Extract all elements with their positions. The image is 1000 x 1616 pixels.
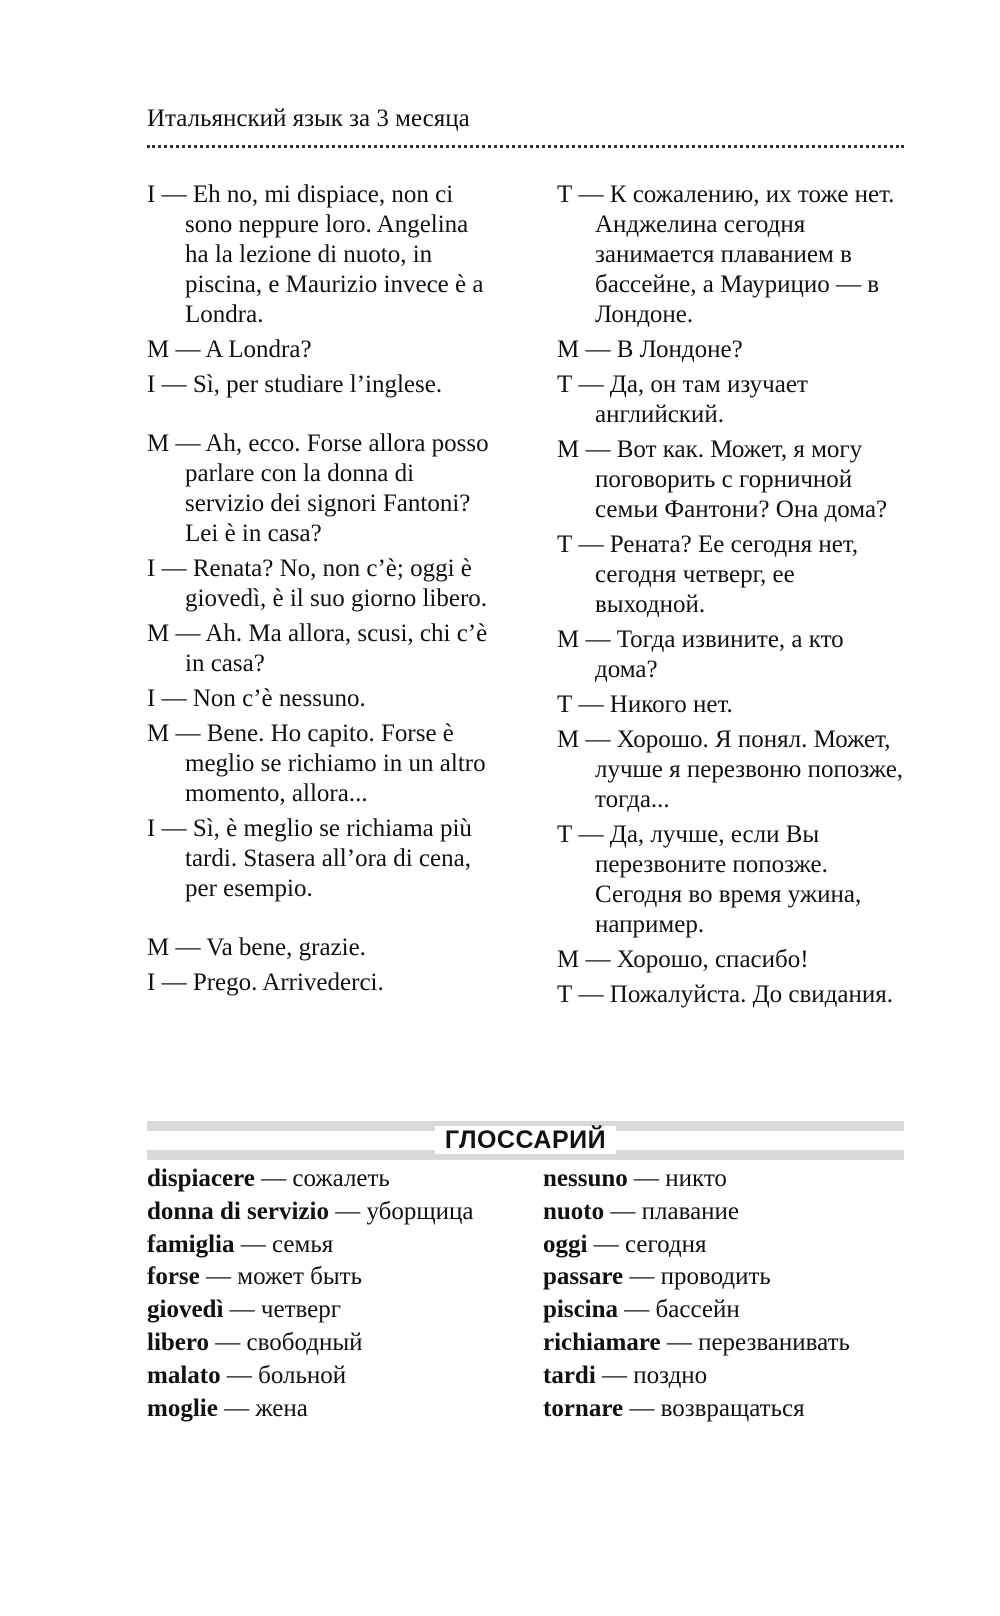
dialogue-text: В Лондоне?: [616, 336, 743, 363]
dialogue-line: M — Bene. Ho capito. Forse è meglio se richiamo in un altro momento, allora...: [147, 720, 486, 807]
dialogue-text: Пожалуйста. До свидания.: [609, 981, 893, 1008]
glossary-translation: бассейн: [655, 1296, 740, 1324]
dialogue-text: Prego. Arrivederci.: [192, 969, 384, 996]
dialogue-line: I — Eh no, mi dispiace, non ci sono neppure loro. Angelina ha la lezione di nuoto, in piscina, e Maurizio invece è a Londra.: [147, 181, 484, 328]
glossary-entry: tornare — возвращаться: [543, 1394, 805, 1422]
glossary-translation: может быть: [237, 1263, 363, 1291]
dialogue-line: M — Ah, ecco. Forse allora posso parlare con la donna di servizio dei signori Fantoni? Lei è in casa?: [147, 430, 489, 547]
dialogue-line: Т — Никого нет.: [557, 691, 733, 718]
glossary-translation: плавание: [641, 1197, 740, 1225]
dialogue-text: Sì, per studiare l’inglese.: [192, 371, 443, 398]
glossary-entry: forse — может быть: [147, 1263, 363, 1291]
speaker: М: [557, 626, 580, 653]
speaker: M: [147, 620, 170, 647]
dialogue-text: Bene. Ho capito. Forse è meglio se richiamo in un altro momento, allora...: [185, 720, 486, 807]
glossary-term: giovedì: [147, 1296, 224, 1324]
dialogue-text: Тогда извините, а кто дома?: [595, 626, 844, 683]
glossary-translation: перезванивать: [698, 1328, 850, 1356]
glossary-term: nessuno: [543, 1165, 628, 1192]
dialogue-line: М — Вот как. Может, я могу поговорить с горничной семьи Фантони? Она дома?: [557, 436, 888, 523]
dialogue-text: A Londra?: [205, 336, 312, 363]
speaker: Т: [557, 981, 573, 1008]
speaker: Т: [557, 821, 573, 848]
dialogue-text: Вот как. Может, я могу поговорить с горничной семьи Фантони? Она дома?: [595, 436, 888, 523]
speaker: Т: [557, 181, 573, 208]
dialogue-text: Да, он там изучает английский.: [595, 371, 808, 428]
speaker: Т: [557, 691, 573, 718]
dialogue-line: I — Prego. Arrivederci.: [147, 969, 384, 996]
glossary-translation: свободный: [246, 1328, 363, 1356]
glossary-title-text: ГЛОССАРИЙ: [435, 1126, 616, 1154]
dialogue-text: Ah, ecco. Forse allora posso parlare con la donna di servizio dei signori Fantoni? Lei è in casa?: [185, 430, 489, 547]
dialogue-text: Non c’è nessuno.: [192, 685, 366, 712]
speaker: M: [147, 720, 170, 747]
page-header: Итальянский язык за 3 месяца: [147, 105, 470, 132]
glossary-term: richiamare: [543, 1328, 661, 1356]
glossary-term: passare: [543, 1263, 624, 1291]
glossary-translation: возвращаться: [660, 1394, 805, 1422]
speaker: М: [557, 436, 580, 463]
glossary-term: malato: [147, 1361, 221, 1389]
speaker: M: [147, 336, 170, 363]
glossary-term: libero: [147, 1328, 210, 1356]
glossary-translation: уборщица: [366, 1197, 474, 1225]
speaker: М: [557, 726, 580, 753]
glossary-translation: семья: [272, 1230, 334, 1258]
russian-dialogue-column: [557, 180, 907, 1015]
speaker: I: [147, 555, 156, 582]
speaker: I: [147, 685, 156, 712]
dialogue-text: Renata? No, non c’è; oggi è giovedì, è il suo giorno libero.: [185, 555, 488, 612]
speaker: М: [557, 336, 580, 363]
speaker: I: [147, 371, 156, 398]
glossary-title: [147, 1125, 904, 1155]
glossary-entry: nuoto — плавание: [543, 1197, 740, 1225]
speaker: Т: [557, 371, 573, 398]
glossary-term: forse: [147, 1263, 200, 1291]
dialogue-line: M — A Londra?: [147, 336, 312, 363]
glossary-entry: dispiacere — сожалеть: [147, 1165, 390, 1192]
glossary-translation: жена: [255, 1394, 308, 1422]
glossary-translation: сожалеть: [292, 1165, 390, 1192]
glossary-entry: tardi — поздно: [543, 1361, 708, 1389]
glossary-term: oggi: [543, 1230, 588, 1258]
dialogue-line: I — Sì, per studiare l’inglese.: [147, 371, 443, 398]
glossary-translation: никто: [665, 1165, 727, 1192]
glossary-translation: проводить: [660, 1263, 771, 1291]
italian-dialogue-column: [147, 180, 497, 1003]
glossary-term: dispiacere: [147, 1165, 255, 1192]
glossary-heading: [147, 1121, 904, 1159]
glossary-term: famiglia: [147, 1230, 235, 1258]
glossary-column-left: [147, 1163, 527, 1425]
glossary-translation: четверг: [260, 1296, 342, 1324]
dialogue-text: Рената? Ее сегодня нет, сегодня четверг, ее выходной.: [595, 531, 859, 618]
glossary-entry: oggi — сегодня: [543, 1230, 707, 1258]
dialogue-line: I — Sì, è meglio se richiama più tardi. Stasera all’ora di cena, per esempio.: [147, 815, 472, 902]
dialogue-line: М — Хорошо, спасибо!: [557, 946, 809, 973]
glossary-term: nuoto: [543, 1197, 605, 1225]
speaker: I: [147, 815, 156, 842]
dialogue-text: Eh no, mi dispiace, non ci sono neppure loro. Angelina ha la lezione di nuoto, in piscina, e Maurizio invece è a Londra.: [185, 181, 484, 328]
dialogue-line: М — В Лондоне?: [557, 336, 743, 363]
dialogue-line: М — Хорошо. Я понял. Может, лучше я перезвоню попозже, тогда...: [557, 726, 904, 813]
dialogue-line: Т — Пожалуйста. До свидания.: [557, 981, 893, 1008]
dialogue-line: I — Renata? No, non c’è; oggi è giovedì, è il suo giorno libero.: [147, 555, 488, 612]
glossary-entry: nessuno — никто: [543, 1165, 727, 1192]
speaker: I: [147, 181, 156, 208]
dialogue-text: Ah. Ma allora, scusi, chi c’è in casa?: [185, 620, 488, 677]
glossary-entry: moglie — жена: [147, 1394, 308, 1422]
dialogue-line: I — Non c’è nessuno.: [147, 685, 366, 712]
glossary-entry: richiamare — перезванивать: [543, 1328, 850, 1356]
dialogue-line: M — Ah. Ma allora, scusi, chi c’è in casa?: [147, 620, 488, 677]
glossary-entry: malato — больной: [147, 1361, 347, 1389]
glossary-translation: больной: [258, 1361, 347, 1389]
glossary-translation: сегодня: [624, 1230, 707, 1258]
glossary-term: donna di servizio: [147, 1197, 329, 1225]
dialogue-text: К сожалению, их тоже нет. Анджелина сегодня занимается плаванием в бассейне, а Маурицио — в Лондоне.: [595, 181, 895, 328]
dialogue-line: М — Тогда извините, а кто дома?: [557, 626, 844, 683]
dialogue-text: Sì, è meglio se richiama più tardi. Stasera all’ora di cena, per esempio.: [185, 815, 472, 902]
glossary-term: moglie: [147, 1394, 218, 1422]
dialogue-text: Хорошо, спасибо!: [616, 946, 809, 973]
speaker: М: [557, 946, 580, 973]
speaker: M: [147, 430, 170, 457]
glossary-term: tardi: [543, 1361, 596, 1389]
glossary-entry: piscina — бассейн: [543, 1296, 740, 1324]
speaker: Т: [557, 531, 573, 558]
dialogue-line: Т — Да, лучше, если Вы перезвоните попозже. Сегодня во время ужина, например.: [557, 821, 862, 938]
dialogue-line: Т — К сожалению, их тоже нет. Анджелина сегодня занимается плаванием в бассейне, а Маурицио — в Лондоне.: [557, 181, 895, 328]
glossary-entry: passare — проводить: [543, 1263, 771, 1291]
glossary-entry: libero — свободный: [147, 1328, 363, 1356]
glossary-translation: поздно: [633, 1361, 708, 1389]
speaker: I: [147, 969, 156, 996]
glossary-term: piscina: [543, 1296, 619, 1324]
dialogue-text: Хорошо. Я понял. Может, лучше я перезвоню попозже, тогда...: [595, 726, 904, 813]
glossary-term: tornare: [543, 1394, 624, 1422]
dialogue-line: M — Va bene, grazie.: [147, 934, 366, 961]
dialogue-line: Т — Да, он там изучает английский.: [557, 371, 808, 428]
dialogue-line: Т — Рената? Ее сегодня нет, сегодня четверг, ее выходной.: [557, 531, 859, 618]
glossary-entry: famiglia — семья: [147, 1230, 334, 1258]
glossary-column-right: [543, 1163, 923, 1425]
speaker: M: [147, 934, 170, 961]
dialogue-text: Va bene, grazie.: [206, 934, 366, 961]
header-dotted-divider: [147, 145, 904, 148]
glossary-entry: giovedì — четверг: [147, 1296, 342, 1324]
glossary-entry: donna di servizio — уборщица: [147, 1197, 474, 1225]
dialogue-text: Да, лучше, если Вы перезвоните попозже. Сегодня во время ужина, например.: [595, 821, 862, 938]
dialogue-text: Никого нет.: [609, 691, 733, 718]
